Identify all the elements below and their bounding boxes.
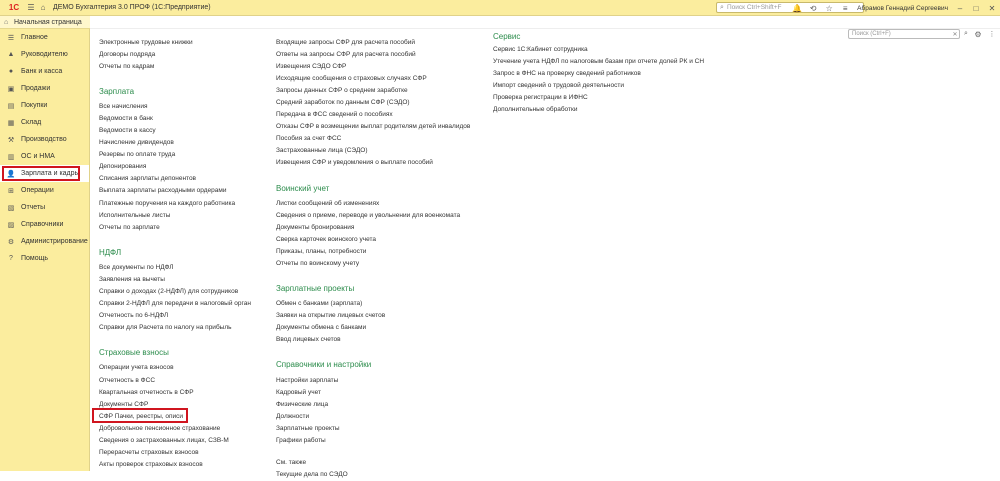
history-icon[interactable]: ⟲	[809, 3, 817, 13]
home-tab-icon: ⌂	[4, 18, 9, 26]
link[interactable]: Все начисления	[99, 102, 148, 110]
column-2	[276, 36, 470, 481]
minimize-icon[interactable]: –	[957, 3, 963, 13]
search-placeholder: Поиск (Ctrl+F)	[852, 31, 891, 37]
link[interactable]: Средний заработок по данным СФР (СЭДО)	[276, 99, 410, 107]
sidebar-item-manager[interactable]	[0, 46, 89, 63]
search-icon[interactable]: ⌕	[964, 30, 968, 37]
column-1	[99, 36, 251, 471]
link[interactable]: Ответы на запросы СФР для расчета пособий	[276, 50, 416, 58]
reports-icon: ▧	[7, 204, 15, 212]
link[interactable]: Зарплатные проекты	[276, 424, 340, 432]
link[interactable]: Передача в ФСС сведений о пособиях	[276, 111, 393, 119]
link[interactable]: Сверка карточек воинского учета	[276, 235, 377, 243]
gear-icon: ⚙	[7, 238, 15, 246]
sidebar-item-reports[interactable]	[0, 199, 89, 216]
link[interactable]: Электронные трудовые книжки	[99, 38, 193, 46]
sidebar-item-label: ОС и НМА	[21, 153, 55, 160]
link[interactable]: Приказы, планы, потребности	[276, 247, 367, 255]
cart-icon: ▣	[7, 85, 15, 93]
section-title-insurance: Страховые взносы	[99, 348, 169, 358]
warehouse-icon: ▦	[7, 119, 15, 127]
link[interactable]: Извещения СЭДО СФР	[276, 62, 347, 70]
title-bar	[0, 0, 1000, 16]
link[interactable]: Выплата зарплаты расходными ордерами	[99, 187, 227, 195]
link[interactable]: Справки о доходах (2-НДФЛ) для сотрудников	[99, 288, 239, 296]
sidebar-item-operations[interactable]	[0, 182, 89, 199]
sidebar-item-production[interactable]	[0, 131, 89, 148]
sidebar-item-label: Главное	[21, 34, 48, 41]
coin-icon: ●	[8, 68, 14, 75]
user-name[interactable]: Абрамов Геннадий Сергеевич	[857, 4, 948, 12]
global-search-placeholder: Поиск Ctrl+Shift+F	[727, 4, 782, 11]
close-icon[interactable]: ✕	[988, 3, 996, 13]
sidebar-item-label: Продажи	[21, 85, 51, 92]
section-title-service: Сервис	[493, 31, 521, 41]
sidebar-item-assets[interactable]	[0, 148, 89, 165]
sidebar-item-sales[interactable]	[0, 80, 89, 97]
link[interactable]: Настройки зарплаты	[276, 376, 339, 384]
sidebar-item-salary[interactable]	[0, 165, 89, 182]
link[interactable]: Ввод лицевых счетов	[276, 336, 341, 344]
section-title-ndfl: НДФЛ	[99, 247, 122, 257]
link[interactable]: Обмен с банками (зарплата)	[276, 300, 363, 308]
sidebar-item-label: Отчеты	[21, 204, 46, 211]
bell-icon[interactable]: 🔔	[792, 3, 803, 13]
link[interactable]: Графики работы	[276, 436, 326, 444]
chart-icon: ▲	[7, 51, 15, 58]
help-icon: ?	[9, 255, 13, 262]
link[interactable]: Импорт сведений о трудовой деятельности	[493, 81, 624, 89]
link[interactable]: Застрахованные лица (СЭДО)	[276, 147, 368, 155]
section-title-salary: Зарплата	[99, 86, 135, 96]
sidebar-item-catalogs[interactable]	[0, 216, 89, 233]
link[interactable]: Все документы по НДФЛ	[99, 263, 174, 271]
clear-icon[interactable]: ✕	[952, 31, 958, 38]
link[interactable]: Физические лица	[276, 400, 329, 408]
link[interactable]: Текущие дела по СЭДО	[276, 471, 348, 479]
link[interactable]: Утечение учета НДФЛ по налоговым базам при отчете долей РК и СН	[493, 57, 705, 65]
link[interactable]: Сведения о застрахованных лицах, СЗВ-М	[99, 436, 229, 444]
book-icon: ▨	[7, 221, 15, 229]
link[interactable]: Ведомости в банк	[99, 114, 153, 122]
building-icon: ▥	[7, 153, 15, 161]
link[interactable]: Сведения о приеме, переводе и увольнении для военкомата	[276, 211, 461, 219]
sidebar-item-label: Банк и касса	[21, 68, 63, 75]
more-icon[interactable]: ⋮	[988, 31, 996, 38]
sidebar-item-admin[interactable]	[0, 233, 89, 250]
link[interactable]: Отчеты по зарплате	[99, 223, 160, 231]
factory-icon: ⚒	[7, 136, 15, 144]
home-icon[interactable]: ⌂	[40, 3, 46, 12]
link-sfr-packs[interactable]	[99, 410, 251, 422]
link-label: СФР Пачки, реестры, описи	[99, 412, 184, 420]
link[interactable]: Исполнительные листы	[99, 211, 171, 219]
link[interactable]: Платежные поручения на каждого работника	[99, 199, 236, 207]
section-title-see-also: См. также	[276, 459, 307, 467]
link[interactable]: Начисление дивидендов	[99, 139, 174, 147]
link[interactable]: Списания зарплаты депонентов	[99, 175, 197, 183]
link[interactable]: Извещения СФР и уведомления о выплате пособий	[276, 159, 433, 167]
sidebar-item-label: Зарплата и кадры	[21, 170, 80, 177]
link[interactable]: Добровольное пенсионное страхование	[99, 424, 221, 432]
basket-icon: ▤	[7, 102, 15, 110]
tab-home[interactable]	[0, 16, 90, 29]
link[interactable]: Справки для Расчета по налогу на прибыль	[99, 324, 232, 332]
section-title-salary-projects: Зарплатные проекты	[276, 284, 355, 294]
list-icon: ☰	[7, 34, 15, 42]
sidebar-item-main[interactable]	[0, 29, 89, 46]
search-icon: ⌕	[720, 3, 724, 11]
link[interactable]: Сервис 1С:Кабинет сотрудника	[493, 45, 588, 53]
link[interactable]: Резервы по оплате труда	[99, 151, 176, 159]
link[interactable]: Кадровый учет	[276, 388, 321, 396]
link[interactable]: Проверка регистрации в ИФНС	[493, 93, 588, 101]
link[interactable]: Заявления на вычеты	[99, 275, 165, 283]
link[interactable]: Должности	[276, 412, 310, 420]
link[interactable]: Входящие запросы СФР для расчета пособий	[276, 38, 415, 46]
sidebar-item-bank[interactable]	[0, 63, 89, 80]
main-content	[91, 29, 1000, 479]
sidebar-item-label: Помощь	[21, 255, 49, 262]
link[interactable]: Договоры подряда	[99, 50, 156, 58]
tab-strip	[90, 16, 1000, 29]
link[interactable]: Операции учета взносов	[99, 364, 174, 372]
sidebar-item-label: Покупки	[21, 102, 48, 109]
link[interactable]: Акты проверок страховых взносов	[99, 461, 203, 469]
sidebar-item-label: Администрирование	[21, 238, 88, 245]
sidebar-item-label: Справочники	[21, 221, 64, 228]
menu-icon[interactable]: ≡	[842, 3, 848, 13]
column-3	[493, 29, 704, 116]
link[interactable]: Отчеты по кадрам	[99, 62, 155, 70]
highlight-box	[2, 166, 80, 181]
link[interactable]: Отчетность по 6-НДФЛ	[99, 312, 169, 320]
sidebar-item-help[interactable]	[0, 250, 89, 267]
section-title-military: Воинский учет	[276, 183, 330, 193]
section-title-settings: Справочники и настройки	[276, 360, 372, 370]
link[interactable]: Запросы данных СФР о среднем заработке	[276, 86, 408, 94]
menu-icon[interactable]: ☰	[27, 3, 35, 12]
link[interactable]: Отчеты по воинскому учету	[276, 260, 360, 268]
maximize-icon[interactable]: □	[973, 3, 979, 13]
highlight-box	[92, 408, 188, 423]
sidebar-item-purchases[interactable]	[0, 97, 89, 114]
link[interactable]: Листки сообщений об изменениях	[276, 199, 380, 207]
link[interactable]: Отказы СФР в возмещении выплат родителям детей инвалидов	[276, 123, 471, 131]
link[interactable]: Запрос в ФНС на проверку сведений работников	[493, 69, 641, 77]
sidebar-item-label: Производство	[21, 136, 67, 143]
link[interactable]: Дополнительные обработки	[493, 106, 578, 114]
link[interactable]: Квартальная отчетность в СФР	[99, 388, 194, 396]
sidebar-item-warehouse[interactable]	[0, 114, 89, 131]
link[interactable]: Депонирования	[99, 163, 147, 171]
link[interactable]: Пособия за счет ФСС	[276, 135, 342, 143]
search-input[interactable]	[848, 29, 960, 39]
link[interactable]: Документы бронирования	[276, 223, 355, 231]
link[interactable]: Отчетность в ФСС	[99, 376, 156, 384]
sidebar-item-label: Руководителю	[21, 51, 68, 58]
link[interactable]: Документы СФР	[99, 400, 149, 408]
window-title: ДЕМО Бухгалтерия 3.0 ПРОФ (1С:Предприятие)	[53, 4, 211, 11]
1c-logo-icon: 1С	[8, 3, 20, 12]
tab-home-label: Начальная страница	[14, 18, 82, 26]
link[interactable]: Исходящие сообщения о страховых случаях СФР	[276, 74, 427, 82]
person-icon: 👤	[6, 170, 16, 178]
link[interactable]: Ведомости в кассу	[99, 127, 156, 135]
sidebar	[0, 29, 90, 471]
gear-icon[interactable]: ⚙	[974, 29, 982, 39]
star-icon[interactable]: ☆	[825, 3, 833, 13]
sidebar-item-label: Операции	[21, 187, 54, 194]
link[interactable]: Заявки на открытие лицевых счетов	[276, 312, 386, 320]
link[interactable]: Справки 2-НДФЛ для передачи в налоговый орган	[99, 300, 251, 308]
link[interactable]: Перерасчеты страховых взносов	[99, 449, 199, 457]
operations-icon: ⊞	[8, 187, 14, 195]
link[interactable]: Документы обмена с банками	[276, 324, 367, 332]
sidebar-item-label: Склад	[21, 119, 42, 126]
